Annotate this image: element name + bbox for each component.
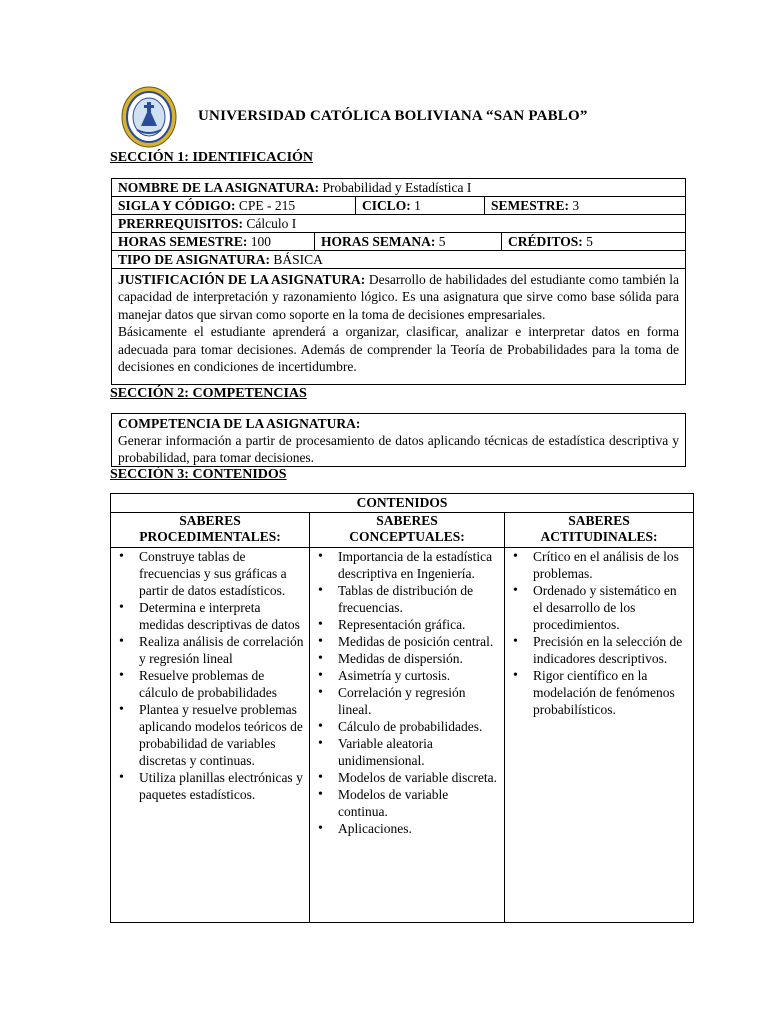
conceptuales-cell [310, 548, 505, 923]
justification-label: JUSTIFICACIÓN DE LA ASIGNATURA: [118, 272, 366, 287]
code-row [112, 197, 685, 215]
hours-week-value: 5 [438, 234, 446, 249]
semester-label: SEMESTRE: [491, 198, 570, 213]
column-header-line: SABERES [179, 513, 241, 528]
code-label: SIGLA Y CÓDIGO: [118, 198, 236, 213]
semester-value: 3 [572, 198, 580, 213]
list-item: • Representación gráfica. [338, 616, 500, 633]
justification-text-2: Básicamente el estudiante aprenderá a organizar, clasificar, analizar e interpretar datos en forma adecuada para tomar decisiones. Además de comprender la Teoría de Probabilidades para la toma de decisiones en condiciones de incertidumbre. [118, 324, 679, 375]
hours-row [112, 233, 685, 251]
list-item: • Aplicaciones. [338, 820, 500, 837]
list-item: • Medidas de dispersión. [338, 650, 500, 667]
list-item: • Rigor científico en la modelación de fenómenos probabilísticos. [533, 667, 689, 718]
competence-box [111, 413, 686, 467]
hours-week-label: HORAS SEMANA: [321, 234, 436, 249]
section1-title: SECCIÓN 1: IDENTIFICACIÓN [110, 150, 314, 165]
list-item: • Ordenado y sistemático en el desarrollo de los procedimientos. [533, 582, 689, 633]
type-value: BÁSICA [273, 252, 323, 267]
column-header-line: CONCEPTUALES: [349, 529, 465, 544]
list-item: • Medidas de posición central. [338, 633, 500, 650]
hours-semester-label: HORAS SEMESTRE: [118, 234, 248, 249]
list-item: • Modelos de variable continua. [338, 786, 500, 820]
procedimentales-cell [111, 548, 310, 923]
prereq-label: PRERREQUISITOS: [118, 216, 244, 231]
list-item: • Tablas de distribución de frecuencias. [338, 582, 500, 616]
list-item: • Precisión en la selección de indicadores descriptivos. [533, 633, 689, 667]
course-name-row [112, 179, 685, 197]
prereq-value: Cálculo I [246, 216, 297, 231]
identification-table [111, 178, 686, 385]
university-title: UNIVERSIDAD CATÓLICA BOLIVIANA “SAN PABLO” [198, 108, 588, 124]
list-item: • Importancia de la estadística descriptiva en Ingeniería. [338, 548, 500, 582]
column-header-line: SABERES [376, 513, 438, 528]
list-item: • Correlación y regresión lineal. [338, 684, 500, 718]
actitudinales-cell [505, 548, 694, 923]
course-name-label: NOMBRE DE LA ASIGNATURA: [118, 180, 320, 195]
competence-label: COMPETENCIA DE LA ASIGNATURA: [118, 416, 361, 431]
list-item: • Determina e interpreta medidas descriptivas de datos [139, 599, 305, 633]
column-header-procedimentales [111, 513, 310, 548]
credits-label: CRÉDITOS: [508, 234, 583, 249]
competence-text: Generar información a partir de procesamiento de datos aplicando técnicas de estadística descriptiva y probabilidad, para tomar decisiones. [118, 433, 679, 465]
cycle-value: 1 [414, 198, 421, 213]
course-name-value: Probabilidad y Estadística I [322, 180, 472, 195]
list-item: • Crítico en el análisis de los problemas. [533, 548, 689, 582]
list-item: • Utiliza planillas electrónicas y paquetes estadísticos. [139, 769, 305, 803]
list-item: • Modelos de variable discreta. [338, 769, 500, 786]
list-item: • Asimetría y curtosis. [338, 667, 500, 684]
hours-semester-value: 100 [250, 234, 272, 249]
list-item: • Construye tablas de frecuencias y sus gráficas a partir de datos estadísticos. [139, 548, 305, 599]
list-item: • Cálculo de probabilidades. [338, 718, 500, 735]
justification-text-1: Desarrollo de habilidades del estudiante como también la capacidad de interpretación y razonamiento lógico. Es una asignatura que sirve como base sólida para manejar datos que sirvan como soporte en la toma de decisiones empresariales. [118, 272, 680, 322]
cycle-label: CICLO: [362, 198, 411, 213]
university-seal-icon [121, 86, 177, 148]
code-value: CPE - 215 [238, 198, 296, 213]
contents-table [110, 493, 694, 923]
column-header-actitudinales [505, 513, 694, 548]
list-item: • Variable aleatoria unidimensional. [338, 735, 500, 769]
column-header-conceptuales [310, 513, 505, 548]
contents-header: CONTENIDOS [111, 494, 694, 513]
column-header-line: PROCEDIMENTALES: [139, 529, 281, 544]
type-label: TIPO DE ASIGNATURA: [118, 252, 271, 267]
section2-title: SECCIÓN 2: COMPETENCIAS [110, 386, 307, 401]
column-header-line: SABERES [568, 513, 630, 528]
section3-title: SECCIÓN 3: CONTENIDOS [110, 467, 287, 482]
credits-value: 5 [586, 234, 593, 249]
list-item: • Resuelve problemas de cálculo de probabilidades [139, 667, 305, 701]
prereq-row [112, 215, 685, 233]
list-item: • Plantea y resuelve problemas aplicando modelos teóricos de probabilidad de variables discretas y continuas. [139, 701, 305, 769]
list-item: • Realiza análisis de correlación y regresión lineal [139, 633, 305, 667]
type-row [112, 251, 685, 269]
justification-block [112, 269, 685, 375]
column-header-line: ACTITUDINALES: [540, 529, 658, 544]
